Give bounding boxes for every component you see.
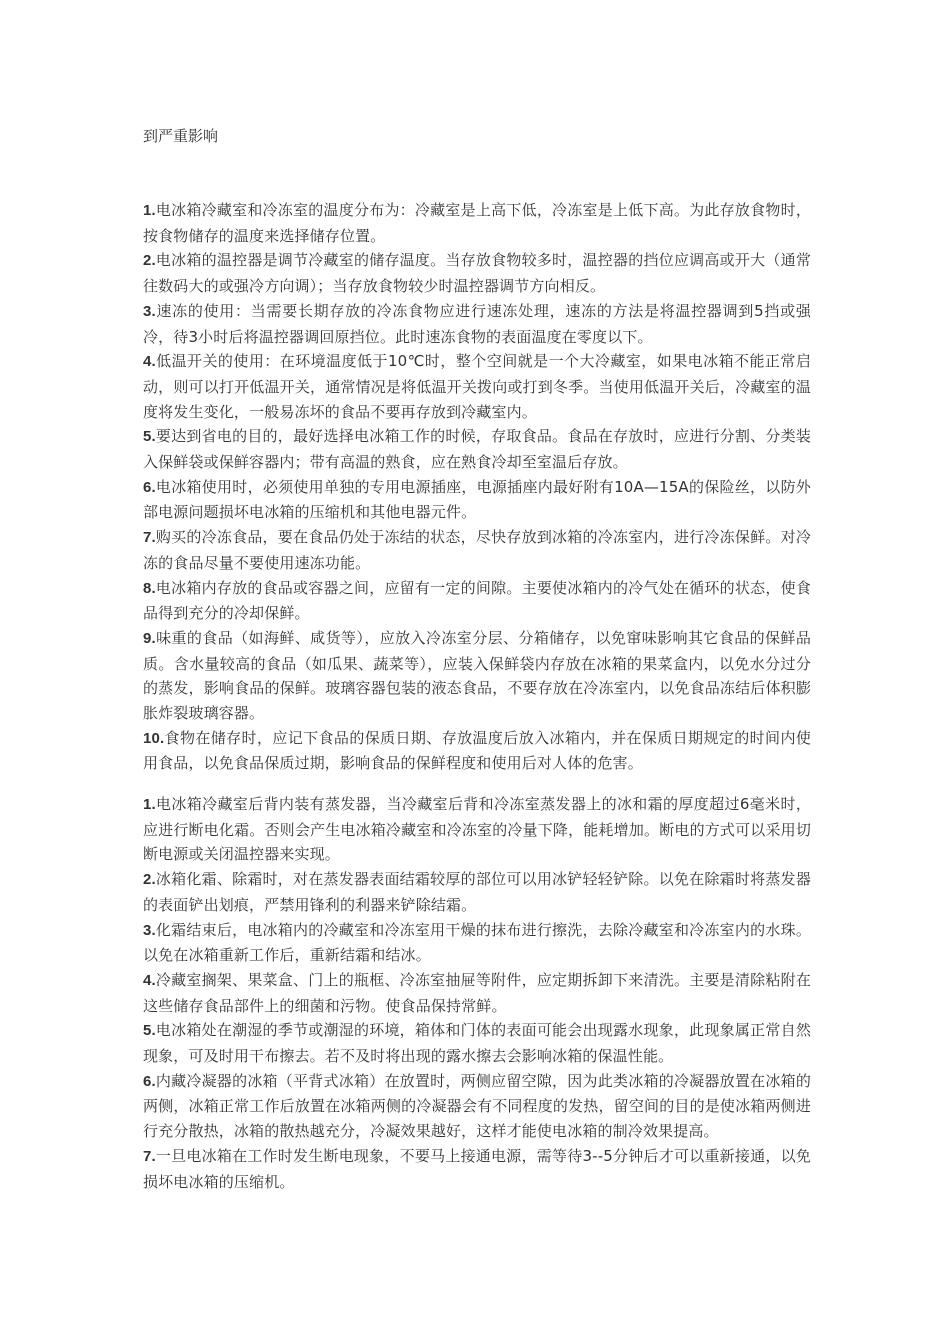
list-item	[143, 867, 811, 917]
list-item	[143, 968, 811, 1018]
list-item	[143, 424, 811, 474]
item-text: 电冰箱内存放的食品或容器之间，应留有一定的间隙。主要使冰箱内的冷气处在循环的状态，使食品得到充分的冷却保鲜。	[143, 578, 811, 623]
usage-tips-section	[143, 198, 811, 776]
list-item	[143, 576, 811, 626]
item-number: 4.	[143, 971, 156, 989]
item-number: 3.	[143, 921, 156, 939]
item-number: 5.	[143, 428, 156, 446]
item-number: 10.	[143, 729, 165, 747]
item-number: 2.	[143, 871, 156, 889]
list-item	[143, 525, 811, 575]
item-text: 电冰箱的温控器是调节冷藏室的储存温度。当存放食物较多时，温控器的挡位应调高或开大（通常往数码大的或强冷方向调）；当存放食物较少时温控器调节方向相反。	[143, 251, 811, 296]
list-item	[143, 198, 811, 248]
list-item	[143, 299, 811, 349]
intro-fragment: 到严重影响	[143, 127, 219, 145]
list-item	[143, 475, 811, 525]
item-text: 一旦电冰箱在工作时发生断电现象，不要马上接通电源，需等待3--5分钟后才可以重新接通，以免损坏电冰箱的压缩机。	[143, 1146, 811, 1191]
list-item	[143, 349, 811, 424]
item-number: 4.	[143, 353, 156, 371]
item-number: 6.	[143, 478, 156, 496]
list-item	[143, 1069, 811, 1144]
defrost-care-section	[143, 792, 811, 1194]
item-text: 内藏冷凝器的冰箱（平背式冰箱）在放置时，两侧应留空隙，因为此类冰箱的冷凝器放置在冰箱的两侧，冰箱正常工作后放置在冰箱两侧的冷凝器会有不同程度的发热，留空间的目的是使冰箱两侧进行充分散热，冰箱的散热越充分，冷凝效果越好，这样才能使电冰箱的制冷效果提高。	[143, 1071, 811, 1141]
item-text: 食物在储存时，应记下食品的保质日期、存放温度后放入冰箱内，并在保质日期规定的时间内使用食品，以免食品保质过期，影响食品的保鲜程度和使用后对人体的危害。	[143, 728, 811, 773]
item-text: 速冻的使用：当需要长期存放的冷冻食物应进行速冻处理，速冻的方法是将温控器调到5挡或强冷，待3小时后将温控器调回原挡位。此时速冻食物的表面温度在零度以下。	[143, 301, 811, 346]
item-number: 3.	[143, 302, 156, 320]
item-text: 低温开关的使用：在环境温度低于10℃时，整个空间就是一个大冷藏室，如果电冰箱不能正常启动，则可以打开低温开关，通常情况是将低温开关拨向或打到冬季。当使用低温开关后，冷藏室的温度将发生变化，一般易冻坏的食品不要再存放到冷藏室内。	[143, 352, 811, 421]
item-text: 购买的冷冻食品，要在食品仍处于冻结的状态，尽快存放到冰箱的冷冻室内，进行冷冻保鲜。对冷冻的食品尽量不要使用速冻功能。	[143, 528, 811, 572]
item-text: 电冰箱处在潮湿的季节或潮湿的环境，箱体和门体的表面可能会出现露水现象，此现象属正常自然现象，可及时用干布擦去。若不及时将出现的露水擦去会影响冰箱的保温性能。	[143, 1021, 811, 1066]
item-number: 6.	[143, 1072, 156, 1090]
item-number: 9.	[143, 629, 156, 647]
list-item	[143, 1144, 811, 1194]
item-number: 2.	[143, 252, 156, 270]
list-item	[143, 248, 811, 298]
item-text: 要达到省电的目的，最好选择电冰箱工作的时候，存取食品。食品在存放时，应进行分割、分类装入保鲜袋或保鲜容器内；带有高温的熟食，应在熟食冷却至室温后存放。	[143, 427, 811, 472]
item-text: 化霜结束后，电冰箱内的冷藏室和冷冻室用干燥的抹布进行擦洗，去除冷藏室和冷冻室内的水珠。以免在冰箱重新工作后，重新结霜和结冰。	[143, 920, 811, 965]
item-text: 电冰箱使用时，必须使用单独的专用电源插座，电源插座内最好附有10A—15A的保险丝，以防外部电源问题损坏电冰箱的压缩机和其他电器元件。	[143, 477, 811, 522]
item-number: 1.	[143, 202, 156, 219]
item-text: 味重的食品（如海鲜、咸货等），应放入冷冻室分层、分箱储存，以免窜味影响其它食品的保鲜品质。含水量较高的食品（如瓜果、蔬菜等），应装入保鲜袋内存放在冰箱的果菜盒内，以免水分过分的蒸发，影响食品的保鲜。玻璃容器包装的液态食品，不要存放在冷冻室内，以免食品冻结后体积膨胀炸裂玻璃容器。	[143, 628, 811, 723]
list-item	[143, 1018, 811, 1068]
list-item	[143, 792, 811, 867]
item-number: 8.	[143, 579, 156, 597]
list-item	[143, 918, 811, 968]
item-number: 5.	[143, 1022, 156, 1040]
item-text: 冷藏室搁架、果菜盒、门上的瓶框、冷冻室抽屉等附件，应定期拆卸下来清洗。主要是清除粘附在这些储存食品部件上的细菌和污物。使食品保持常鲜。	[143, 970, 811, 1015]
item-text: 电冰箱冷藏室和冷冻室的温度分布为：冷藏室是上高下低，冷冻室是上低下高。为此存放食物时，按食物储存的温度来选择储存位置。	[143, 201, 811, 245]
item-number: 1.	[143, 796, 156, 813]
item-text: 电冰箱冷藏室后背内装有蒸发器，当冷藏室后背和冷冻室蒸发器上的冰和霜的厚度超过6毫米时，应进行断电化霜。否则会产生电冰箱冷藏室和冷冻室的冷量下降，能耗增加。断电的方式可以采用切断电源或关闭温控器来实现。	[143, 795, 811, 864]
item-text: 冰箱化霜、除霜时，对在蒸发器表面结霜较厚的部位可以用冰铲轻轻铲除。以免在除霜时将蒸发器的表面铲出划痕，严禁用锋利的利器来铲除结霜。	[143, 870, 811, 914]
list-item	[143, 626, 811, 726]
list-item	[143, 726, 811, 776]
item-number: 7.	[143, 529, 156, 547]
item-number: 7.	[143, 1147, 156, 1165]
